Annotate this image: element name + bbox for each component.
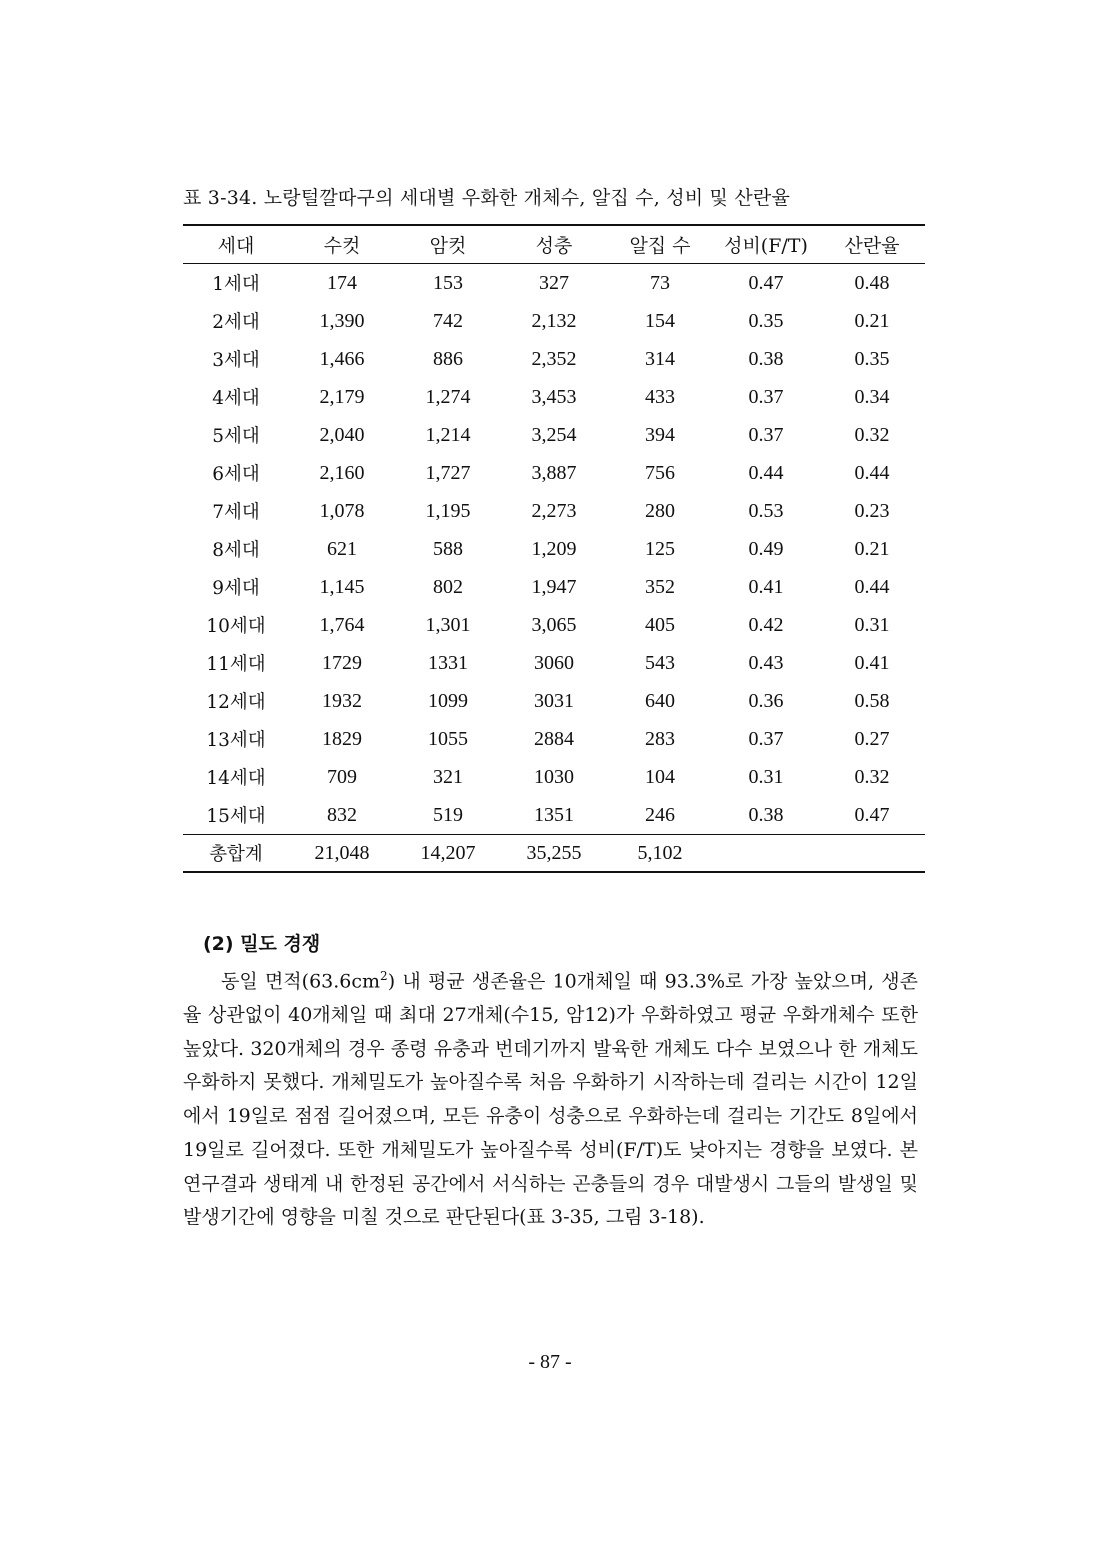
generation-cell: 7세대 [212,502,260,523]
table-cell: 174 [327,271,357,294]
generation-cell: 3세대 [212,350,260,371]
generation-cell: 8세대 [212,540,260,561]
generation-cell: 5세대 [212,426,260,447]
table-cell: 0.47 [748,271,784,294]
table-cell: 125 [645,537,675,560]
table-cell: 1,078 [319,499,365,522]
table-cell: 0.41 [748,575,784,598]
table-total-row [183,835,925,873]
table-cell: 0.35 [854,347,890,370]
generation-cell: 12세대 [206,692,266,713]
total-cell [713,835,819,873]
column-header: 성충 [535,235,573,257]
table-cell: 3060 [534,651,574,674]
table-cell: 0.43 [748,651,784,674]
table-cell: 543 [645,651,675,674]
table-cell: 2,179 [319,385,365,408]
column-header: 알집 수 [629,235,691,257]
table-cell: 742 [433,309,463,332]
table-cell: 314 [645,347,675,370]
table-cell: 0.32 [854,765,890,788]
table-cell: 0.37 [748,385,784,408]
table-cell: 519 [433,803,463,826]
table-row [183,378,925,416]
generation-cell: 2세대 [212,312,260,333]
table-cell: 104 [645,765,675,788]
table-cell: 3,254 [531,423,577,446]
generation-cell: 11세대 [206,654,266,675]
column-header: 성비(F/T) [724,235,808,257]
table-cell: 0.48 [854,271,890,294]
table-cell: 0.31 [854,613,890,636]
paragraph-text-rest: ) 내 평균 생존율은 10개체일 때 93.3%로 가장 높았으며, 생존율 상관없이 40개체일 때 최대 27개체(수15, 암12)가 우화하였고 평균 우화개체수 또한 높았다. 320개체의 경우 종령 유충과 번데기까지 발육한 개체도 다수 보였으나 한 개체도 우화하지 못했다. 개체밀도가 높아질수록 처음 우화하기 시작하는데 걸리는 시간이 12일에서 19일로 점점 길어졌으며, 모든 유충이 성충으로 우화하는데 걸리는 기간도 8일에서 19일로 길어졌다. 또한 개체밀도가 높아질수록 성비(F/T)도 낮아지는 경향을 보였다. 본 연구결과 생태계 내 한정된 공간에서 서식하는 곤충들의 경우 대발생시 그들의 발생일 및 발생기간에 영향을 미칠 것으로 판단된다(표 3-35, 그림 3-18). [183,970,918,1229]
table-row [183,492,925,530]
table-row [183,758,925,796]
generation-cell: 4세대 [212,388,260,409]
table-row [183,302,925,340]
table-cell: 886 [433,347,463,370]
table-cell: 588 [433,537,463,560]
table-header-row [183,225,925,264]
table-cell: 3031 [534,689,574,712]
table-cell: 0.32 [854,423,890,446]
table-cell: 1099 [428,689,468,712]
table-cell: 394 [645,423,675,446]
table-row [183,720,925,758]
total-cell [819,835,925,873]
table-cell: 0.41 [854,651,890,674]
table-cell: 3,453 [531,385,577,408]
table-cell: 405 [645,613,675,636]
table-row [183,264,925,303]
generation-cell: 13세대 [206,730,266,751]
table-cell: 1729 [322,651,362,674]
total-cell: 35,255 [526,841,582,864]
total-cell: 21,048 [314,841,370,864]
table-cell: 1,301 [425,613,471,636]
table-row [183,568,925,606]
generation-table [183,224,925,873]
table-cell: 0.42 [748,613,784,636]
table-cell: 3,887 [531,461,577,484]
table-cell: 1,727 [425,461,471,484]
column-header: 수컷 [323,235,361,257]
table-cell: 709 [327,765,357,788]
table-cell: 0.23 [854,499,890,522]
section-title: (2) 밀도 경쟁 [203,933,321,955]
generation-cell: 1세대 [212,274,260,295]
table-cell: 1331 [428,651,468,674]
table-cell: 0.36 [748,689,784,712]
table-cell: 2,132 [531,309,577,332]
table-cell: 640 [645,689,675,712]
table-cell: 0.21 [854,537,890,560]
table-cell: 1,209 [531,537,577,560]
table-cell: 0.49 [748,537,784,560]
table-cell: 1,145 [319,575,365,598]
table-cell: 0.37 [748,423,784,446]
table-cell: 1932 [322,689,362,712]
page-number: - 87 - [528,1351,572,1373]
body-paragraph [183,960,918,1235]
generation-cell: 15세대 [206,806,266,827]
table-cell: 1055 [428,727,468,750]
table-cell: 0.27 [854,727,890,750]
table-cell: 1,390 [319,309,365,332]
table-cell: 246 [645,803,675,826]
table-cell: 802 [433,575,463,598]
table-cell: 1,214 [425,423,471,446]
table-cell: 0.21 [854,309,890,332]
table-cell: 280 [645,499,675,522]
table-cell: 1,466 [319,347,365,370]
table-cell: 352 [645,575,675,598]
table-row [183,454,925,492]
table-cell: 756 [645,461,675,484]
table-cell: 2,040 [319,423,365,446]
table-cell: 153 [433,271,463,294]
column-header: 암컷 [429,235,467,257]
table-cell: 283 [645,727,675,750]
table-cell: 327 [539,271,569,294]
table-row [183,340,925,378]
paragraph-text-start: 동일 면적(63.6cm [221,970,381,993]
column-header: 산란율 [844,235,900,257]
unit-superscript: 2 [380,969,388,983]
table-cell: 0.38 [748,347,784,370]
table-row [183,682,925,720]
table-cell: 0.34 [854,385,890,408]
table-cell: 0.44 [748,461,784,484]
table-cell: 0.38 [748,803,784,826]
table-row [183,644,925,682]
total-label-cell: 총합계 [209,844,263,865]
table-cell: 2,352 [531,347,577,370]
table-cell: 2,160 [319,461,365,484]
table-cell: 0.47 [854,803,890,826]
table-cell: 1829 [322,727,362,750]
table-cell: 2884 [534,727,574,750]
table-cell: 3,065 [531,613,577,636]
table-cell: 1,764 [319,613,365,636]
table-cell: 621 [327,537,357,560]
table-cell: 1,947 [531,575,577,598]
table-cell: 832 [327,803,357,826]
table-cell: 2,273 [531,499,577,522]
body-paragraph-block [183,960,918,1235]
table-cell: 0.58 [854,689,890,712]
total-cell: 14,207 [420,841,476,864]
table-cell: 1030 [534,765,574,788]
table-cell: 0.35 [748,309,784,332]
table-cell: 433 [645,385,675,408]
generation-cell: 10세대 [206,616,266,637]
generation-cell: 9세대 [212,578,260,599]
table-row [183,530,925,568]
table-caption: 표 3-34. 노랑털깔따구의 세대별 우화한 개체수, 알집 수, 성비 및 산란율 [183,187,791,209]
table-cell: 0.44 [854,461,890,484]
table-cell: 0.53 [748,499,784,522]
table-cell: 0.31 [748,765,784,788]
table-cell: 1,274 [425,385,471,408]
table-cell: 1,195 [425,499,471,522]
total-cell: 5,102 [637,841,683,864]
table-cell: 321 [433,765,463,788]
table-row [183,796,925,835]
table-cell: 73 [650,271,670,294]
table-cell: 0.37 [748,727,784,750]
table-cell: 154 [645,309,675,332]
table-row [183,416,925,454]
generation-cell: 14세대 [206,768,266,789]
table-cell: 1351 [534,803,574,826]
generation-cell: 6세대 [212,464,260,485]
table-cell: 0.44 [854,575,890,598]
table-row [183,606,925,644]
column-header: 세대 [217,235,255,257]
